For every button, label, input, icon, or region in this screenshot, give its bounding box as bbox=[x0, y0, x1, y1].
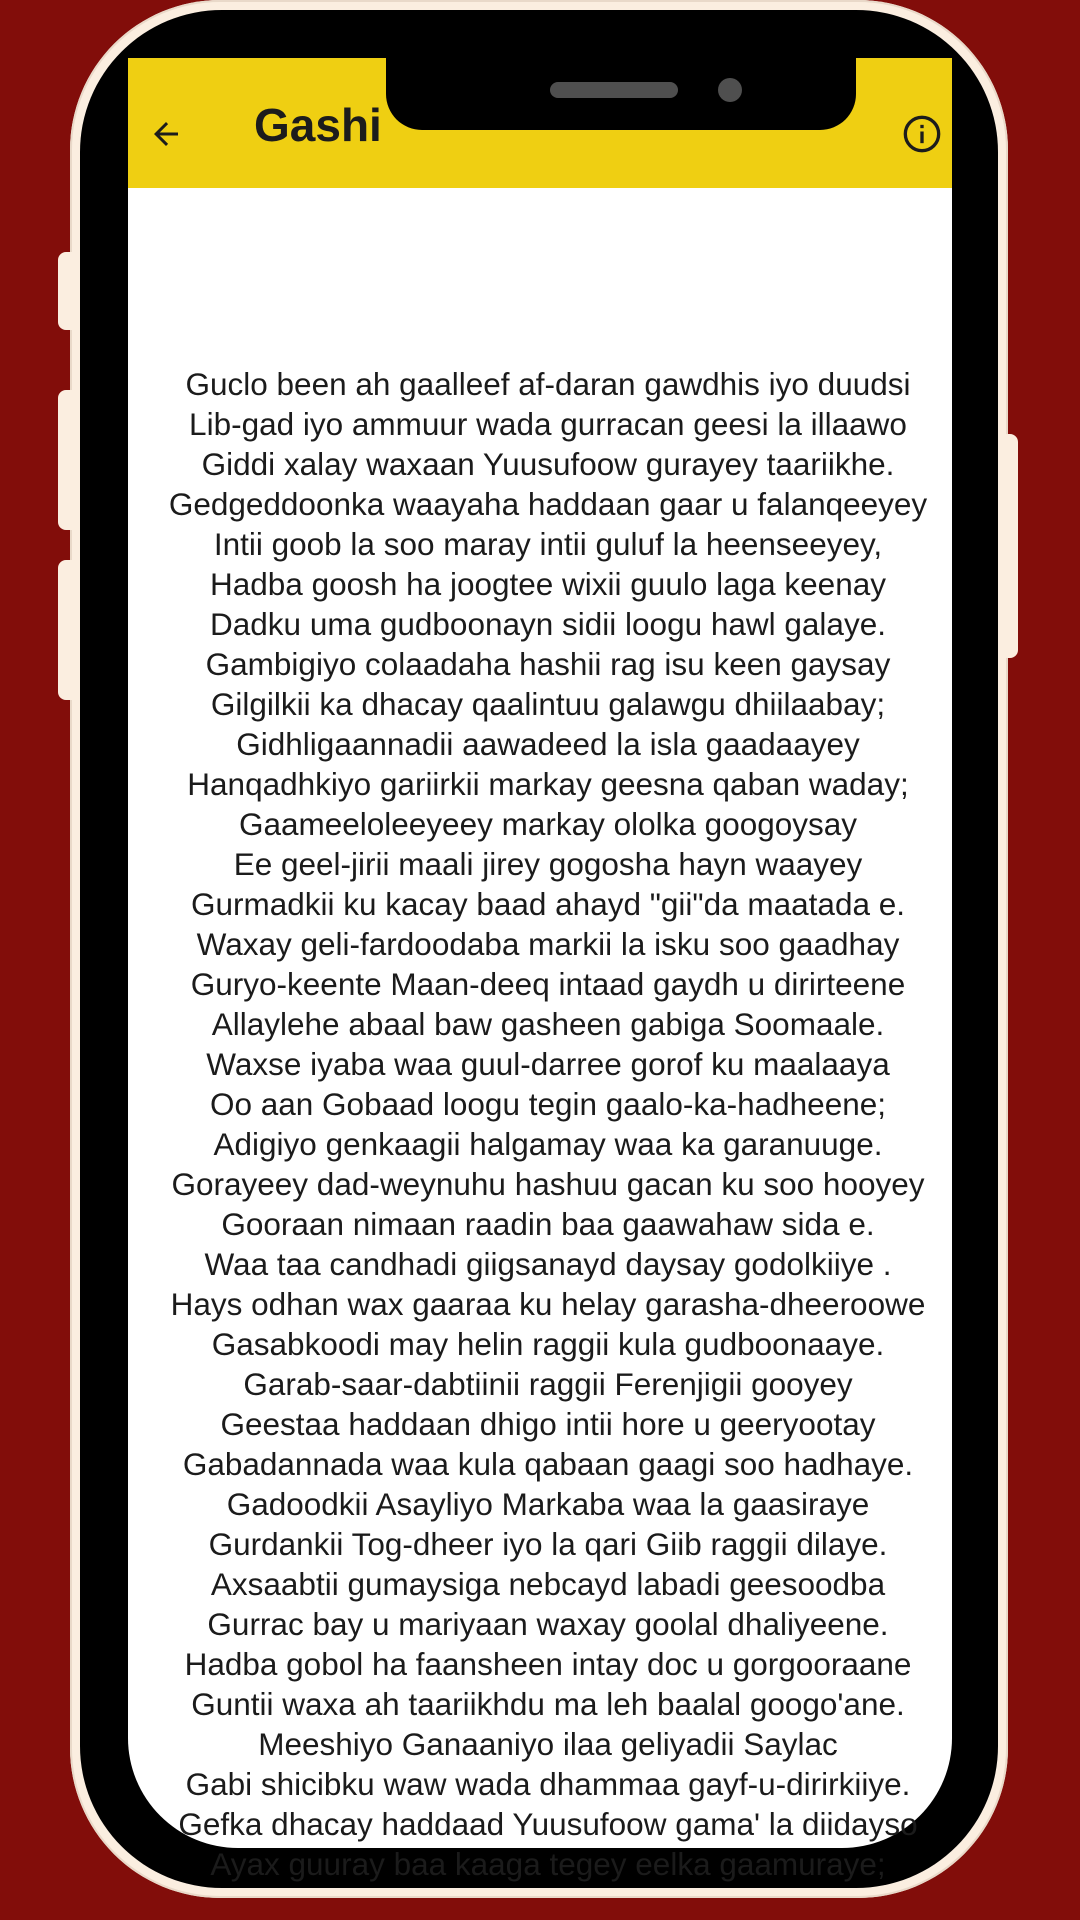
poem-line: Dadku uma gudboonayn sidii loogu hawl galaye. bbox=[210, 606, 886, 642]
phone-screen bbox=[128, 58, 952, 1882]
poem-line: Hadba gobol ha faansheen intay doc u gorgooraane bbox=[184, 1646, 912, 1682]
phone-camera bbox=[718, 78, 742, 102]
poem-line: Gefka dhacay haddaad Yuusufoow gama' la diidayso bbox=[178, 1806, 918, 1842]
arrow-left-icon bbox=[148, 116, 184, 152]
phone-body bbox=[80, 10, 998, 1888]
poem-line: Gambigiyo colaadaha hashii rag isu keen gaysay bbox=[205, 646, 891, 682]
poem-text bbox=[128, 364, 968, 1884]
phone-speaker bbox=[550, 82, 678, 98]
poem-line: Guclo been ah gaalleef af-daran gawdhis iyo duudsi bbox=[185, 366, 911, 402]
poem-line: Gidhligaannadii aawadeed la isla gaadaayey bbox=[236, 726, 860, 762]
phone-side-button-mute bbox=[58, 252, 80, 330]
poem-line: Hadba goosh ha joogtee wixii guulo laga keenay bbox=[210, 566, 886, 602]
poem-line: Gabi shicibku waw wada dhammaa gayf-u-dirirkiiye. bbox=[185, 1766, 911, 1802]
back-button[interactable] bbox=[138, 106, 194, 162]
poem-line: Ee geel-jirii maali jirey gogosha hayn waayey bbox=[233, 846, 863, 882]
info-circle-icon bbox=[902, 114, 942, 154]
poem-line: Gurdankii Tog-dheer iyo la qari Giib raggii dilaye. bbox=[208, 1526, 888, 1562]
poem-line: Gilgilkii ka dhacay qaalintuu galawgu dhiilaabay; bbox=[210, 686, 886, 722]
poem-line: Allaylehe abaal baw gasheen gabiga Soomaale. bbox=[211, 1006, 885, 1042]
poem-line: Gorayeey dad-weynuhu hashuu gacan ku soo hooyey bbox=[171, 1166, 925, 1202]
poem-line: Gabadannada waa kula qabaan gaagi soo hadhaye. bbox=[182, 1446, 914, 1482]
poem-line: Ayax guuray baa kaaga tegey eelka gaamuraye; bbox=[210, 1846, 886, 1882]
poem-line: Gurmadkii ku kacay baad ahayd "gii"da maatada e. bbox=[190, 886, 906, 922]
poem-line: Gadoodkii Asayliyo Markaba waa la gaasiraye bbox=[226, 1486, 870, 1522]
poem-line: Waxay geli-fardoodaba markii la isku soo gaadhay bbox=[196, 926, 900, 962]
poem-line: Intii goob la soo maray intii guluf la heenseeyey, bbox=[213, 526, 883, 562]
poem-line: Lib-gad iyo ammuur wada gurracan geesi la illaawo bbox=[189, 406, 907, 442]
poem-line: Waxse iyaba waa guul-darree gorof ku maalaaya bbox=[206, 1046, 890, 1082]
poem-line: Waa taa candhadi giigsanayd daysay godolkiiye . bbox=[204, 1246, 892, 1282]
poem-line: Garab-saar-dabtiinii raggii Ferenjigii gooyey bbox=[243, 1366, 853, 1402]
poem-line: Oo aan Gobaad loogu tegin gaalo-ka-hadheene; bbox=[209, 1086, 887, 1122]
poem-line: Adigiyo genkaagii halgamay waa ka garanuuge. bbox=[213, 1126, 883, 1162]
phone-side-button-power bbox=[1000, 434, 1018, 658]
poem-line: Hays odhan wax gaaraa ku helay garasha-dheeroowe bbox=[170, 1286, 926, 1322]
poem-line: Geestaa haddaan dhigo intii hore u geeryootay bbox=[220, 1406, 876, 1442]
poem-line: Giddi xalay waxaan Yuusufoow gurayey taariikhe. bbox=[201, 446, 895, 482]
poem-line: Hanqadhkiyo gariirkii markay geesna qaban waday; bbox=[187, 766, 909, 802]
poem-line: Gurrac bay u mariyaan waxay goolal dhaliyeene. bbox=[207, 1606, 889, 1642]
poem-line: Guntii waxa ah taariikhdu ma leh baalal googo'ane. bbox=[191, 1686, 905, 1722]
poem-line: Gaameeloleeyeey markay ololka googoysay bbox=[238, 806, 858, 842]
poem-scroll-area[interactable] bbox=[128, 248, 952, 1882]
page-title: Gashi bbox=[254, 99, 382, 151]
poem-line: Guryo-keente Maan-deeq intaad gaydh u dirirteene bbox=[190, 966, 906, 1002]
poem-line: Gooraan nimaan raadin baa gaawahaw sida e. bbox=[221, 1206, 875, 1242]
phone-side-button-volume-down bbox=[58, 560, 80, 700]
phone-side-button-volume-up bbox=[58, 390, 80, 530]
poem-line: Meeshiyo Ganaaniyo ilaa geliyadii Saylac bbox=[258, 1726, 838, 1762]
poem-line: Gasabkoodi may helin raggii kula gudboonaaye. bbox=[211, 1326, 885, 1362]
info-button[interactable] bbox=[892, 104, 952, 164]
poem-line: Axsaabtii gumaysiga nebcayd labadi geesoodba bbox=[210, 1566, 886, 1602]
poem-line: Gedgeddoonka waayaha haddaan gaar u falanqeeyey bbox=[168, 486, 928, 522]
